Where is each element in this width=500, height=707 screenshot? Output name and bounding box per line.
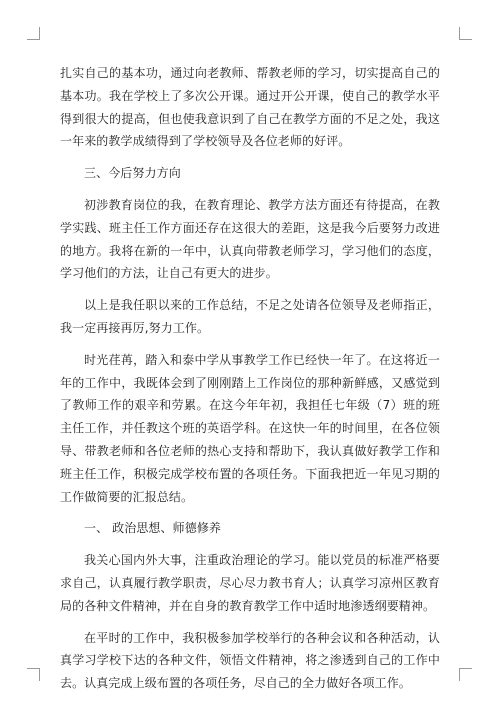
paragraph-future-direction: 初涉教育岗位的我，在教育理论、教学方法方面还有待提高，在教学实践、班主任工作方面还存在这很大的差距，这是我今后要努力改进的地方。我将在新的一年中，认真向带教老师学习，学习他们的态度，学习他们的方法，让自己有更大的进步。: [60, 197, 440, 281]
section-heading-future-direction: 三、今后努力方向: [84, 166, 181, 181]
paragraph-daily-work: 在平时的工作中，我积极参加学校举行的各种会议和各种活动，认真学习学校下达的各种文件，领悟文件精神，将之渗透到自己的工作中去。认真完成上级布置的各项任务，尽自己的全力做好各项工作。: [60, 630, 440, 691]
section-heading-political-ideology: 一、 政治思想、师德修养: [84, 521, 222, 536]
paragraph-introduction: 时光荏苒，踏入和泰中学从事教学工作已经快一年了。在这将近一年的工作中，我既体会到了刚刚踏上工作岗位的那种新鲜感，又感觉到了教师工作的艰辛和劳累。在这今年年初，我担任七年级（7）班的班主任工作，并任教这个班的英语学科。在这快一年的时间里，在各位领导、带教老师和各位老师的热心支持和帮助下，我认真做好教学工作和班主任工作，积极完成学校布置的各项任务。下面我把近一年见习期的工作做简要的汇报总结。: [60, 352, 440, 504]
paragraph-political-study: 我关心国内外大事，注重政治理论的学习。能以党员的标准严格要求自己，认真履行教学职责，尽心尽力教书育人；认真学习凉州区教育局的各种文件精神，并在自身的教育教学工作中适时地渗透纲要精神。: [60, 553, 440, 613]
crop-mark-top-left: [27, 27, 40, 40]
paragraph-basic-skills: 扎实自己的基本功，通过向老教师、帮教老师的学习，切实提高自己的基本功。我在学校上了多次公开课。通过开公开课，使自己的教学水平得到很大的提高，但也使我意识到了自己在教学方面的不足之处，我这一年来的教学成绩得到了学校领导及各位老师的好评。: [60, 66, 440, 149]
crop-mark-bottom-right: [459, 668, 472, 681]
paragraph-closing-summary: 以上是我任职以来的工作总结，不足之处请各位领导及老师指正，我一定再接再厉,努力工作。: [60, 298, 440, 335]
document-body: [60, 62, 440, 695]
crop-mark-top-right: [459, 27, 472, 40]
crop-mark-bottom-left: [27, 668, 40, 681]
